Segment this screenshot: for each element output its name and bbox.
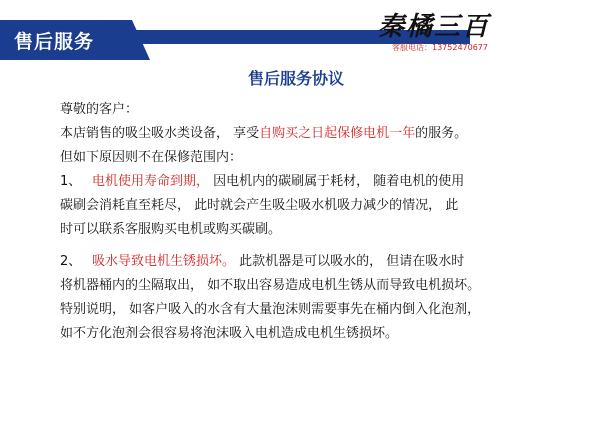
intro-paragraph <box>60 122 560 146</box>
item2-line2: 将机器桶内的尘隔取出， 如不取出容易造成电机生锈从而导致电机损坏。 <box>60 278 481 293</box>
item1-rest: 因电机内的碳刷属于耗材， 随着电机的使用 <box>209 174 465 189</box>
item2-line1 <box>60 250 560 274</box>
intro-after: 的服务。 <box>415 126 468 141</box>
item2-line3: 特别说明， 如客户吸入的水含有大量泡沫则需要事先在桶内倒入化泡剂， <box>60 302 481 317</box>
warranty-highlight: 自购买之日起保修电机一年 <box>259 126 416 141</box>
item1-highlight: 电机使用寿命到期， <box>92 174 210 189</box>
page-title: 售后服务协议 <box>247 69 344 88</box>
item2-highlight: 吸水导致电机生锈损坏。 <box>92 254 236 269</box>
item1-line1 <box>60 170 560 194</box>
brand-logo-block <box>370 6 520 58</box>
customer-service-phone: 客服电话：13752470677 <box>392 43 488 52</box>
item1-line3: 时可以联系客服购买电机或购买碳刷。 <box>60 222 282 237</box>
brand-logo: 秦橘三百 <box>378 12 491 42</box>
item1-number: 1、 <box>60 174 82 189</box>
exclusions-heading: 但如下原因则不在保修范围内： <box>60 150 243 165</box>
item2-rest: 此款机器是可以吸水的， 但请在吸水时 <box>235 254 465 269</box>
agreement-body <box>60 98 560 346</box>
header-title: 售后服务 <box>14 31 95 53</box>
item1-line2: 碳刷会消耗直至耗尽， 此时就会产生吸尘吸水机吸力减少的情况， 此 <box>60 198 459 213</box>
item2-number: 2、 <box>60 254 82 269</box>
greeting: 尊敬的客户： <box>60 102 139 117</box>
intro-before: 本店销售的吸尘吸水类设备， 享受 <box>60 126 260 141</box>
item2-line4: 如不方化泡剂会很容易将泡沫吸入电机造成电机生锈损坏。 <box>60 326 399 341</box>
